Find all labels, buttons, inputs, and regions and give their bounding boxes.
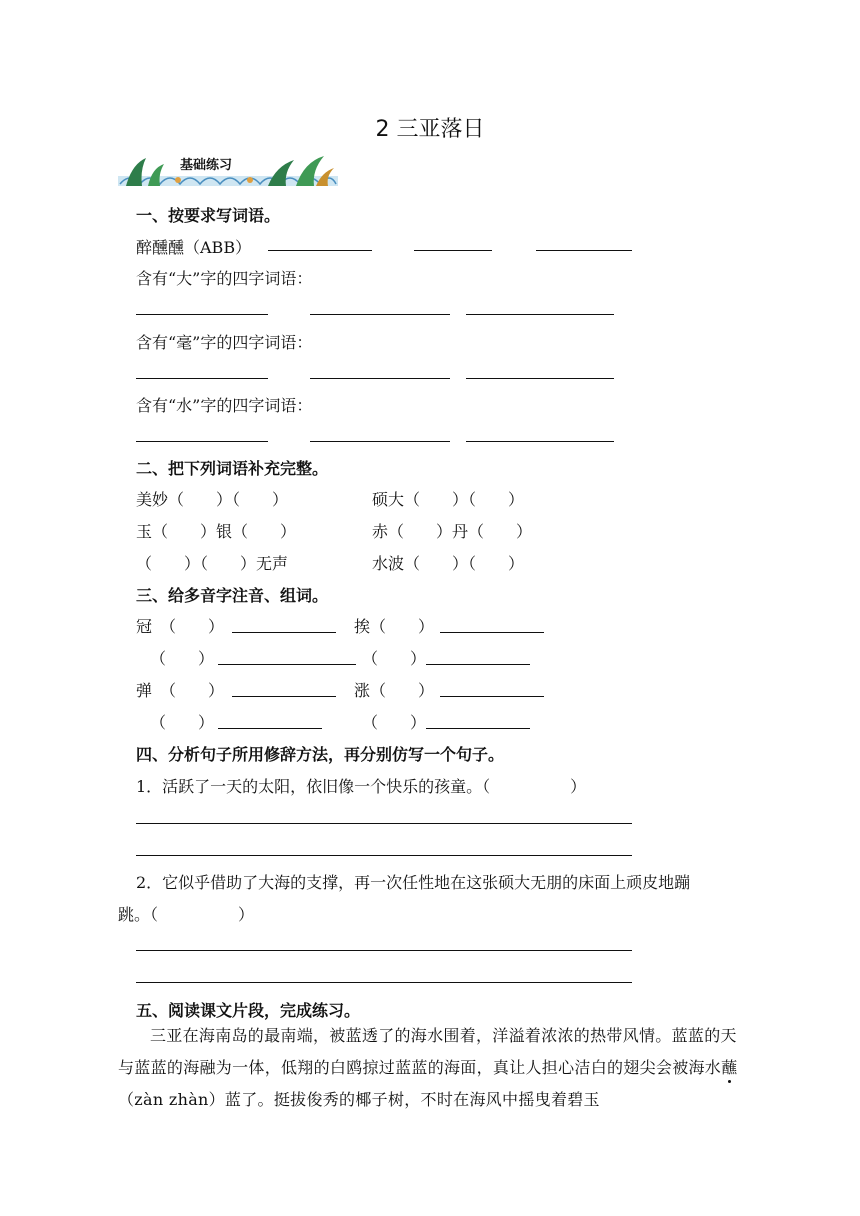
section-2-heading: 二、把下列词语补充完整。 bbox=[136, 459, 329, 478]
answer-blank[interactable] bbox=[440, 632, 544, 633]
answer-line[interactable] bbox=[136, 855, 632, 856]
fill-word: 美妙（ ）（ ） bbox=[136, 490, 289, 509]
pinyin-blank: （ ） bbox=[150, 649, 215, 668]
question-2-line-1: 2．它似乎借助了大海的支撑，再一次任性地在这张硕大无朋的床面上顽皮地蹦 bbox=[136, 873, 691, 892]
answer-blank[interactable] bbox=[232, 632, 336, 633]
pinyin-blank: （ ） bbox=[362, 649, 427, 668]
answer-blank[interactable] bbox=[310, 314, 450, 315]
answer-blank[interactable] bbox=[218, 728, 322, 729]
section-banner bbox=[118, 150, 338, 190]
answer-blank[interactable] bbox=[426, 728, 530, 729]
fill-word: 水波（ ）（ ） bbox=[372, 554, 525, 573]
pinyin-blank: （ ） bbox=[150, 713, 215, 732]
answer-line[interactable] bbox=[136, 982, 632, 983]
answer-blank[interactable] bbox=[136, 314, 268, 315]
answer-blank[interactable] bbox=[440, 696, 544, 697]
banner-label: 基础练习 bbox=[180, 158, 233, 173]
answer-blank[interactable] bbox=[466, 378, 614, 379]
section-4-heading: 四、分析句子所用修辞方法，再分别仿写一个句子。 bbox=[136, 745, 505, 764]
pinyin-blank: （ ） bbox=[362, 713, 427, 732]
answer-blank[interactable] bbox=[426, 664, 530, 665]
section-3-heading: 三、给多音字注音、组词。 bbox=[136, 586, 329, 605]
answer-line[interactable] bbox=[136, 950, 632, 951]
answer-line[interactable] bbox=[136, 823, 632, 824]
fill-word: 玉（ ）银（ ） bbox=[136, 522, 297, 541]
answer-blank[interactable] bbox=[136, 378, 268, 379]
page-title: 2 三亚落日 bbox=[375, 117, 485, 142]
answer-blank[interactable] bbox=[218, 664, 356, 665]
reading-passage: 三亚在海南岛的最南端，被蓝透了的海水围着，洋溢着浓浓的热带风情。蓝蓝的天与蓝蓝的海融为一体，低翔的白鸥掠过蓝蓝的海面，真让人担心洁白的翅尖会被海水蘸（zàn zhàn）蓝了。挺拔俊秀的椰子树，不时在海风中摇曳着碧玉 bbox=[118, 1026, 738, 1109]
section-5-heading: 五、阅读课文片段，完成练习。 bbox=[136, 1001, 361, 1020]
da-label: 含有“大”字的四字词语： bbox=[136, 269, 313, 288]
answer-blank[interactable] bbox=[136, 441, 268, 442]
section-1-heading: 一、按要求写词语。 bbox=[136, 206, 281, 225]
question-1: 1．活跃了一天的太阳，依旧像一个快乐的孩童。（ ） bbox=[136, 777, 587, 796]
polyphone-zhang: 涨（ ） bbox=[354, 681, 435, 700]
fill-word: 赤（ ）丹（ ） bbox=[372, 522, 533, 541]
polyphone-dan: 弹 （ ） bbox=[136, 681, 225, 700]
answer-blank[interactable] bbox=[414, 250, 492, 251]
polyphone-guan: 冠 （ ） bbox=[136, 617, 225, 636]
dotted-character: 蘸 bbox=[721, 1058, 738, 1077]
answer-blank[interactable] bbox=[466, 314, 614, 315]
answer-blank[interactable] bbox=[310, 378, 450, 379]
answer-blank[interactable] bbox=[466, 441, 614, 442]
answer-blank[interactable] bbox=[232, 696, 336, 697]
answer-blank[interactable] bbox=[268, 250, 372, 251]
fill-word: 硕大（ ）（ ） bbox=[372, 490, 525, 509]
answer-blank[interactable] bbox=[310, 441, 450, 442]
abb-label: 醉醺醺（ABB） bbox=[136, 238, 252, 257]
polyphone-ai: 挨（ ） bbox=[354, 617, 435, 636]
question-2-line-2: 跳。（ ） bbox=[118, 905, 255, 924]
fill-word: （ ）（ ）无声 bbox=[136, 554, 289, 573]
hao-label: 含有“毫”字的四字词语： bbox=[136, 333, 313, 352]
shui-label: 含有“水”字的四字词语： bbox=[136, 396, 313, 415]
answer-blank[interactable] bbox=[536, 250, 632, 251]
